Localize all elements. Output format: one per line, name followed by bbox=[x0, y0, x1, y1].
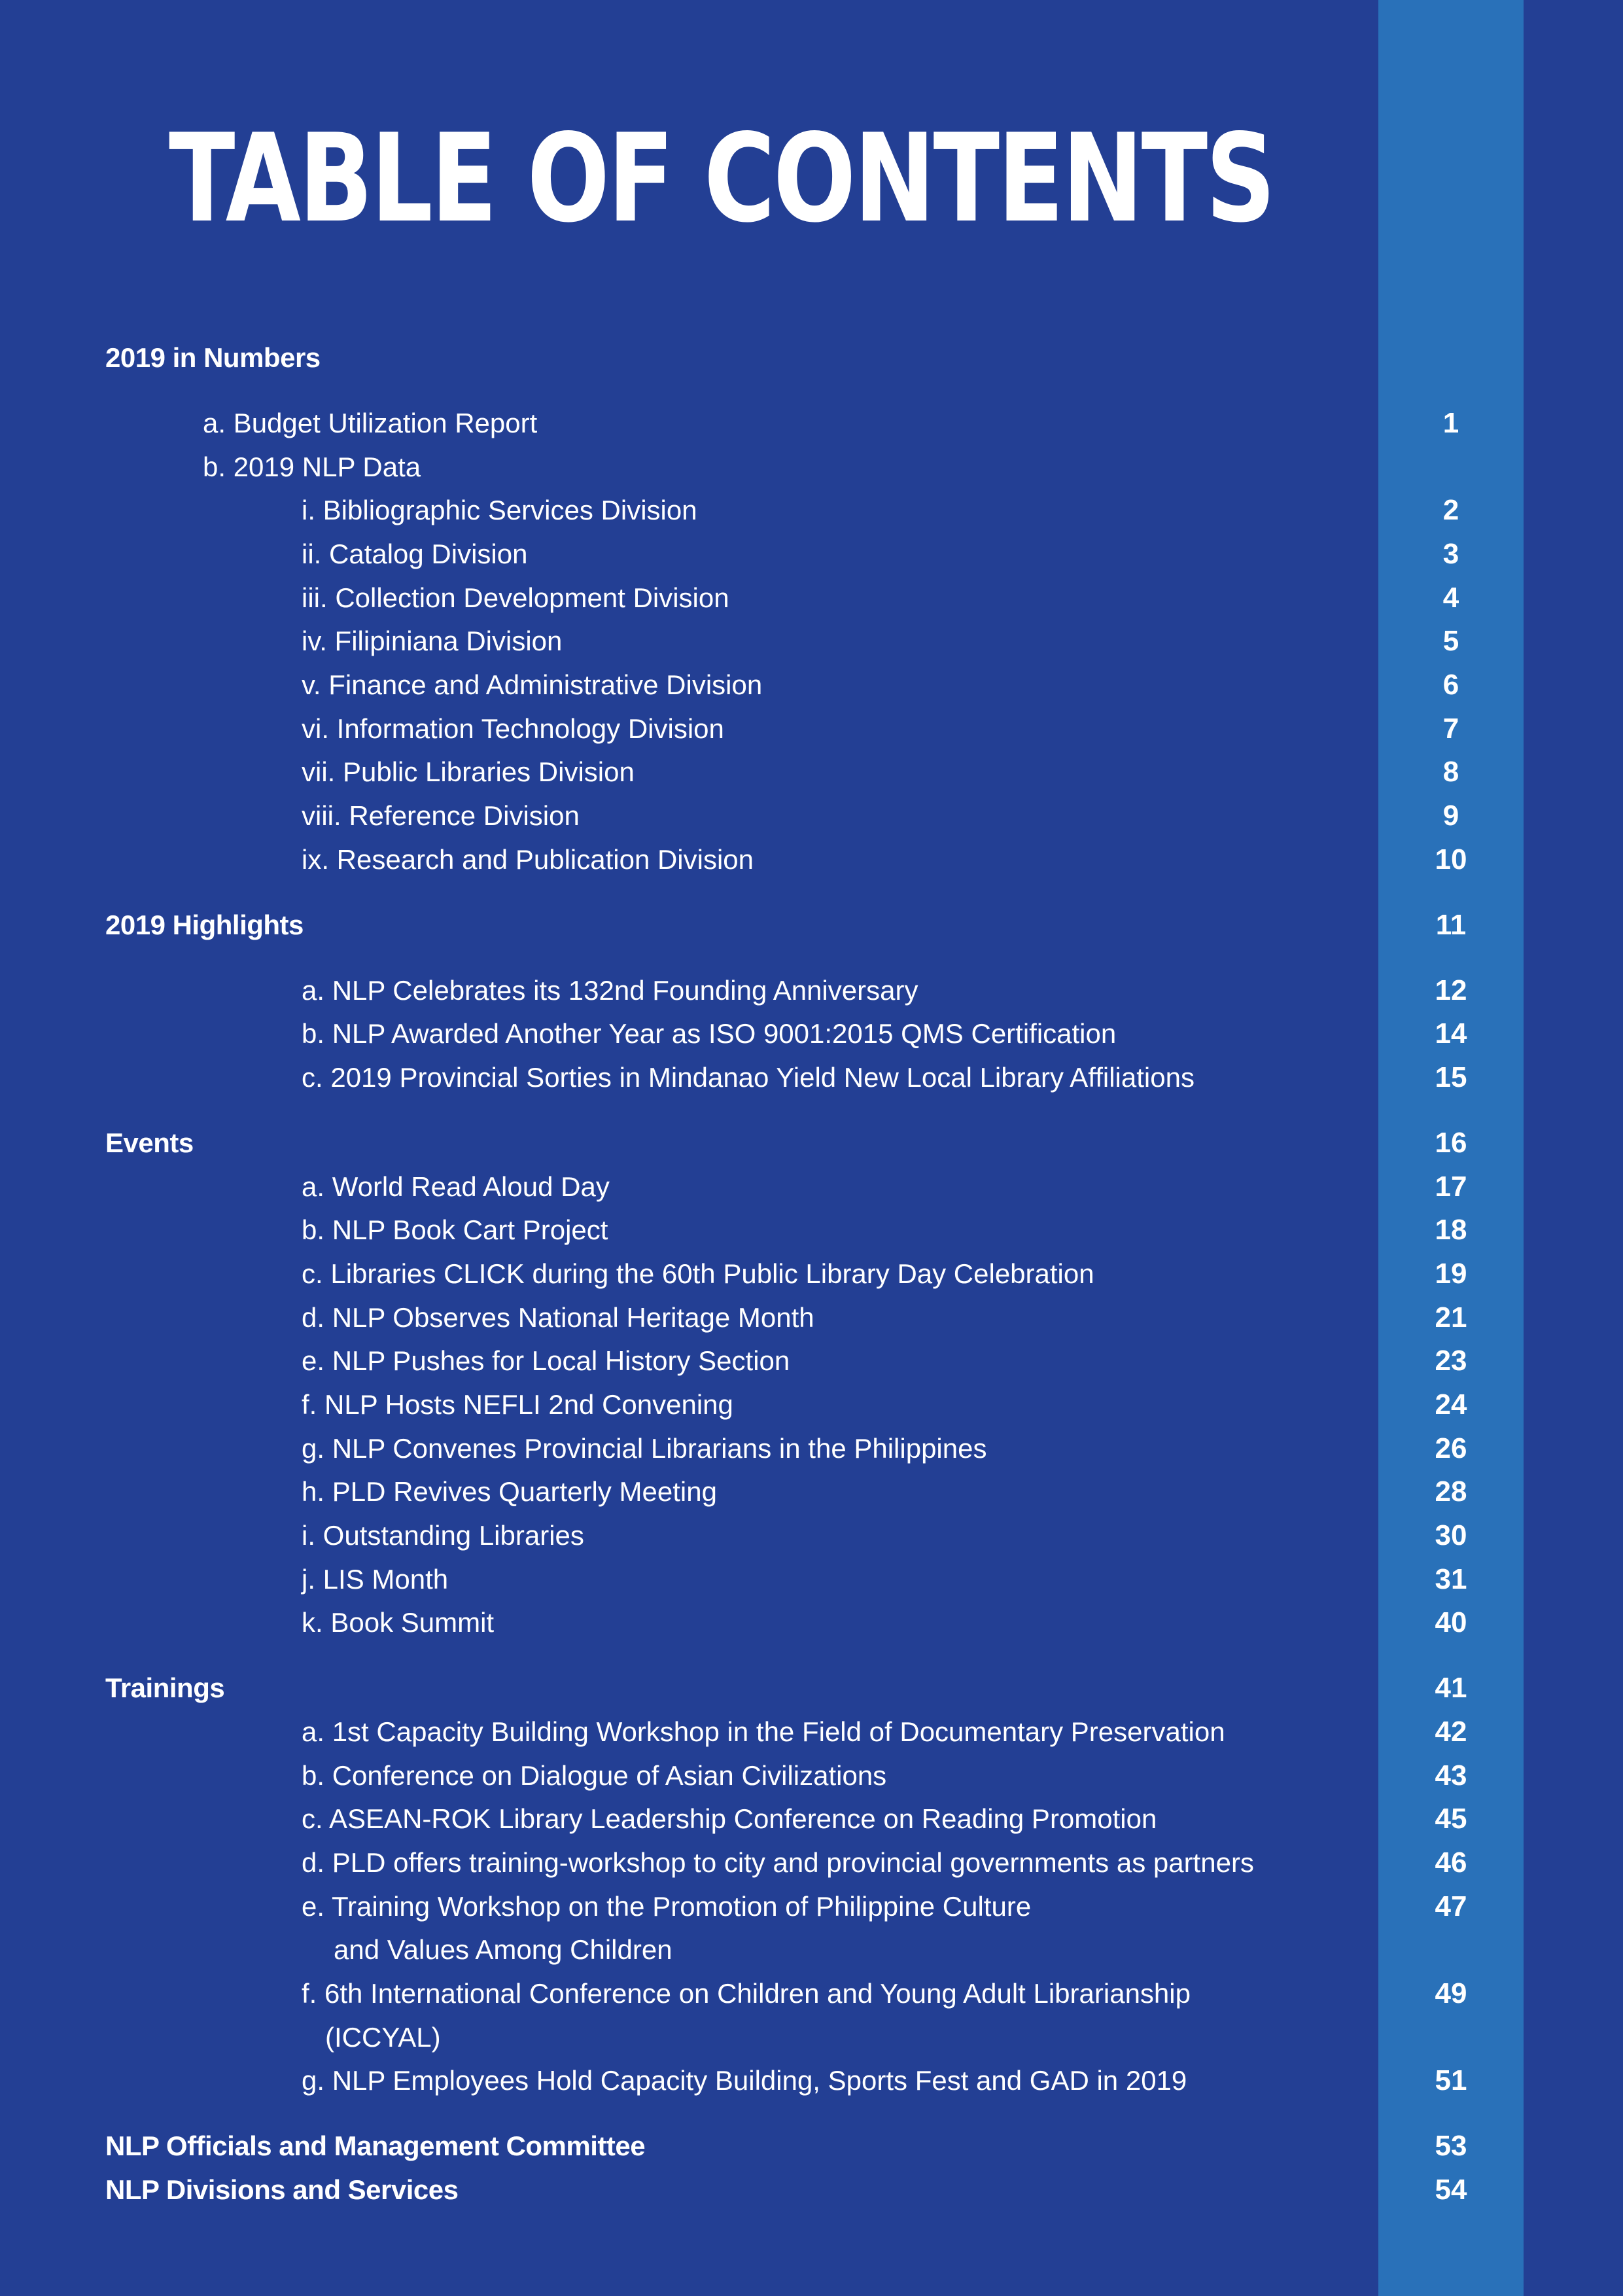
entry-label: g. NLP Employees Hold Capacity Building, Sports Fest and GAD in 2019 bbox=[302, 2065, 1187, 2096]
section-heading: Events bbox=[105, 1127, 194, 1158]
page-number: 42 bbox=[1435, 1716, 1467, 1748]
toc-entry[interactable] bbox=[0, 1014, 1623, 1053]
toc-entry[interactable] bbox=[0, 709, 1623, 749]
section-heading: Trainings bbox=[105, 1672, 225, 1703]
entry-label: i. Bibliographic Services Division bbox=[302, 495, 697, 525]
section-heading: 2019 in Numbers bbox=[105, 342, 321, 373]
toc-entry[interactable] bbox=[0, 665, 1623, 705]
page-number: 43 bbox=[1435, 1759, 1467, 1792]
page-number: 28 bbox=[1435, 1475, 1467, 1508]
entry-label: iv. Filipiniana Division bbox=[302, 626, 563, 656]
entry-label: a. 1st Capacity Building Workshop in the Field of Documentary Preservation bbox=[302, 1716, 1225, 1747]
toc-entry[interactable] bbox=[0, 1887, 1623, 1926]
page-title: TABLE OF CONTENTS bbox=[169, 107, 1274, 249]
toc-entry[interactable] bbox=[0, 1974, 1623, 2013]
entry-label: e. Training Workshop on the Promotion of Philippine Culture bbox=[302, 1891, 1032, 1922]
page-number: 11 bbox=[1435, 909, 1467, 941]
page-number: 6 bbox=[1442, 669, 1459, 701]
entry-label: f. 6th International Conference on Children and Young Adult Librarianship bbox=[302, 1978, 1191, 2009]
entry-label: a. Budget Utilization Report bbox=[203, 408, 538, 438]
page-number: 12 bbox=[1435, 974, 1467, 1006]
entry-label: b. NLP Book Cart Project bbox=[302, 1214, 608, 1245]
toc-section[interactable] bbox=[0, 1669, 1623, 1708]
page-number: 26 bbox=[1435, 1432, 1467, 1464]
page-number: 51 bbox=[1435, 2064, 1467, 2096]
page-number: 17 bbox=[1435, 1171, 1467, 1203]
page-number: 4 bbox=[1442, 582, 1459, 614]
page-number: 45 bbox=[1435, 1803, 1467, 1835]
toc-entry[interactable] bbox=[0, 1210, 1623, 1250]
entry-label: iii. Collection Development Division bbox=[302, 582, 729, 613]
toc-entry[interactable] bbox=[0, 1385, 1623, 1424]
entry-label: vi. Information Technology Division bbox=[302, 713, 724, 744]
toc-entry[interactable] bbox=[0, 404, 1623, 443]
toc-entry[interactable] bbox=[0, 622, 1623, 661]
entry-label: ii. Catalog Division bbox=[302, 539, 528, 569]
page-number: 47 bbox=[1435, 1890, 1467, 1922]
entry-label: c. Libraries CLICK during the 60th Public Library Day Celebration bbox=[302, 1258, 1094, 1289]
toc-section[interactable] bbox=[0, 906, 1623, 945]
entry-label: i. Outstanding Libraries bbox=[302, 1520, 584, 1551]
page-number: 41 bbox=[1435, 1672, 1467, 1704]
toc-section[interactable] bbox=[0, 338, 1623, 378]
page-number: 2 bbox=[1442, 494, 1459, 526]
toc-entry[interactable] bbox=[0, 1341, 1623, 1381]
toc-section[interactable] bbox=[0, 2170, 1623, 2210]
page-number: 24 bbox=[1435, 1388, 1467, 1421]
toc-entry[interactable] bbox=[0, 1472, 1623, 1511]
toc-entry[interactable] bbox=[0, 2018, 1623, 2057]
page-number: 10 bbox=[1435, 843, 1467, 875]
entry-label: c. ASEAN-ROK Library Leadership Conference on Reading Promotion bbox=[302, 1803, 1157, 1834]
entry-label: e. NLP Pushes for Local History Section bbox=[302, 1345, 790, 1376]
entry-label: h. PLD Revives Quarterly Meeting bbox=[302, 1476, 717, 1507]
toc-entry[interactable] bbox=[0, 1560, 1623, 1599]
entry-label: a. World Read Aloud Day bbox=[302, 1171, 610, 1202]
toc-entry[interactable] bbox=[0, 1843, 1623, 1882]
toc-entry[interactable] bbox=[0, 1429, 1623, 1468]
entry-label: d. NLP Observes National Heritage Month bbox=[302, 1302, 814, 1333]
entry-label: c. 2019 Provincial Sorties in Mindanao Yield New Local Library Affiliations bbox=[302, 1062, 1195, 1093]
toc-entry[interactable] bbox=[0, 1799, 1623, 1839]
toc-entry[interactable] bbox=[0, 1603, 1623, 1642]
toc-entry[interactable] bbox=[0, 448, 1623, 487]
entry-label: b. NLP Awarded Another Year as ISO 9001:2015 QMS Certification bbox=[302, 1018, 1117, 1049]
page-number: 30 bbox=[1435, 1519, 1467, 1551]
page-number: 21 bbox=[1435, 1301, 1467, 1333]
toc-entry[interactable] bbox=[0, 1167, 1623, 1207]
page-number: 7 bbox=[1442, 713, 1459, 745]
entry-label: f. NLP Hosts NEFLI 2nd Convening bbox=[302, 1389, 733, 1420]
entry-label: g. NLP Convenes Provincial Librarians in the Philippines bbox=[302, 1433, 987, 1464]
page-number: 19 bbox=[1435, 1258, 1467, 1290]
entry-label: k. Book Summit bbox=[302, 1607, 495, 1638]
toc-entry[interactable] bbox=[0, 1516, 1623, 1555]
entry-label: b. 2019 NLP Data bbox=[203, 451, 421, 482]
page-number: 15 bbox=[1435, 1061, 1467, 1093]
page-number: 53 bbox=[1435, 2130, 1467, 2162]
entry-label: j. LIS Month bbox=[302, 1564, 449, 1595]
toc-entry[interactable] bbox=[0, 752, 1623, 792]
toc-entry[interactable] bbox=[0, 1930, 1623, 1969]
entry-label: and Values Among Children bbox=[334, 1934, 672, 1965]
toc-entry[interactable] bbox=[0, 2061, 1623, 2100]
page-number: 40 bbox=[1435, 1606, 1467, 1638]
page-number: 31 bbox=[1435, 1563, 1467, 1595]
entry-label: d. PLD offers training-workshop to city and provincial governments as partners bbox=[302, 1847, 1254, 1878]
page-number: 46 bbox=[1435, 1846, 1467, 1879]
section-heading: NLP Divisions and Services bbox=[105, 2174, 459, 2205]
section-heading: NLP Officials and Management Committee bbox=[105, 2130, 646, 2161]
toc-entry[interactable] bbox=[0, 1058, 1623, 1097]
toc-entry[interactable] bbox=[0, 796, 1623, 836]
entry-label: viii. Reference Division bbox=[302, 800, 580, 831]
entry-label: v. Finance and Administrative Division bbox=[302, 669, 763, 700]
entry-label: vii. Public Libraries Division bbox=[302, 756, 635, 787]
toc-entry[interactable] bbox=[0, 1254, 1623, 1294]
page-number: 23 bbox=[1435, 1345, 1467, 1377]
page-number: 18 bbox=[1435, 1214, 1467, 1246]
toc-entry[interactable] bbox=[0, 491, 1623, 530]
page-number: 49 bbox=[1435, 1977, 1467, 2009]
entry-label: (ICCYAL) bbox=[325, 2022, 441, 2053]
page-number: 9 bbox=[1442, 800, 1459, 832]
toc-entry[interactable] bbox=[0, 1298, 1623, 1337]
page-number: 5 bbox=[1442, 625, 1459, 657]
toc-entry[interactable] bbox=[0, 1712, 1623, 1752]
entry-label: b. Conference on Dialogue of Asian Civilizations bbox=[302, 1760, 887, 1791]
toc-section[interactable] bbox=[0, 2127, 1623, 2166]
page-number: 3 bbox=[1442, 538, 1459, 570]
toc-section[interactable] bbox=[0, 1123, 1623, 1163]
page-number: 8 bbox=[1442, 756, 1459, 788]
entry-label: ix. Research and Publication Division bbox=[302, 844, 754, 875]
page-number: 1 bbox=[1442, 407, 1459, 439]
page-number: 14 bbox=[1435, 1017, 1467, 1050]
toc-entry[interactable] bbox=[0, 535, 1623, 574]
toc-entry[interactable] bbox=[0, 840, 1623, 879]
section-heading: 2019 Highlights bbox=[105, 910, 304, 940]
entry-label: a. NLP Celebrates its 132nd Founding Anniversary bbox=[302, 975, 918, 1006]
toc-entry[interactable] bbox=[0, 1756, 1623, 1795]
page-number: 16 bbox=[1435, 1127, 1467, 1159]
page-number: 54 bbox=[1435, 2174, 1467, 2206]
toc-entry[interactable] bbox=[0, 578, 1623, 618]
toc-entry[interactable] bbox=[0, 971, 1623, 1010]
